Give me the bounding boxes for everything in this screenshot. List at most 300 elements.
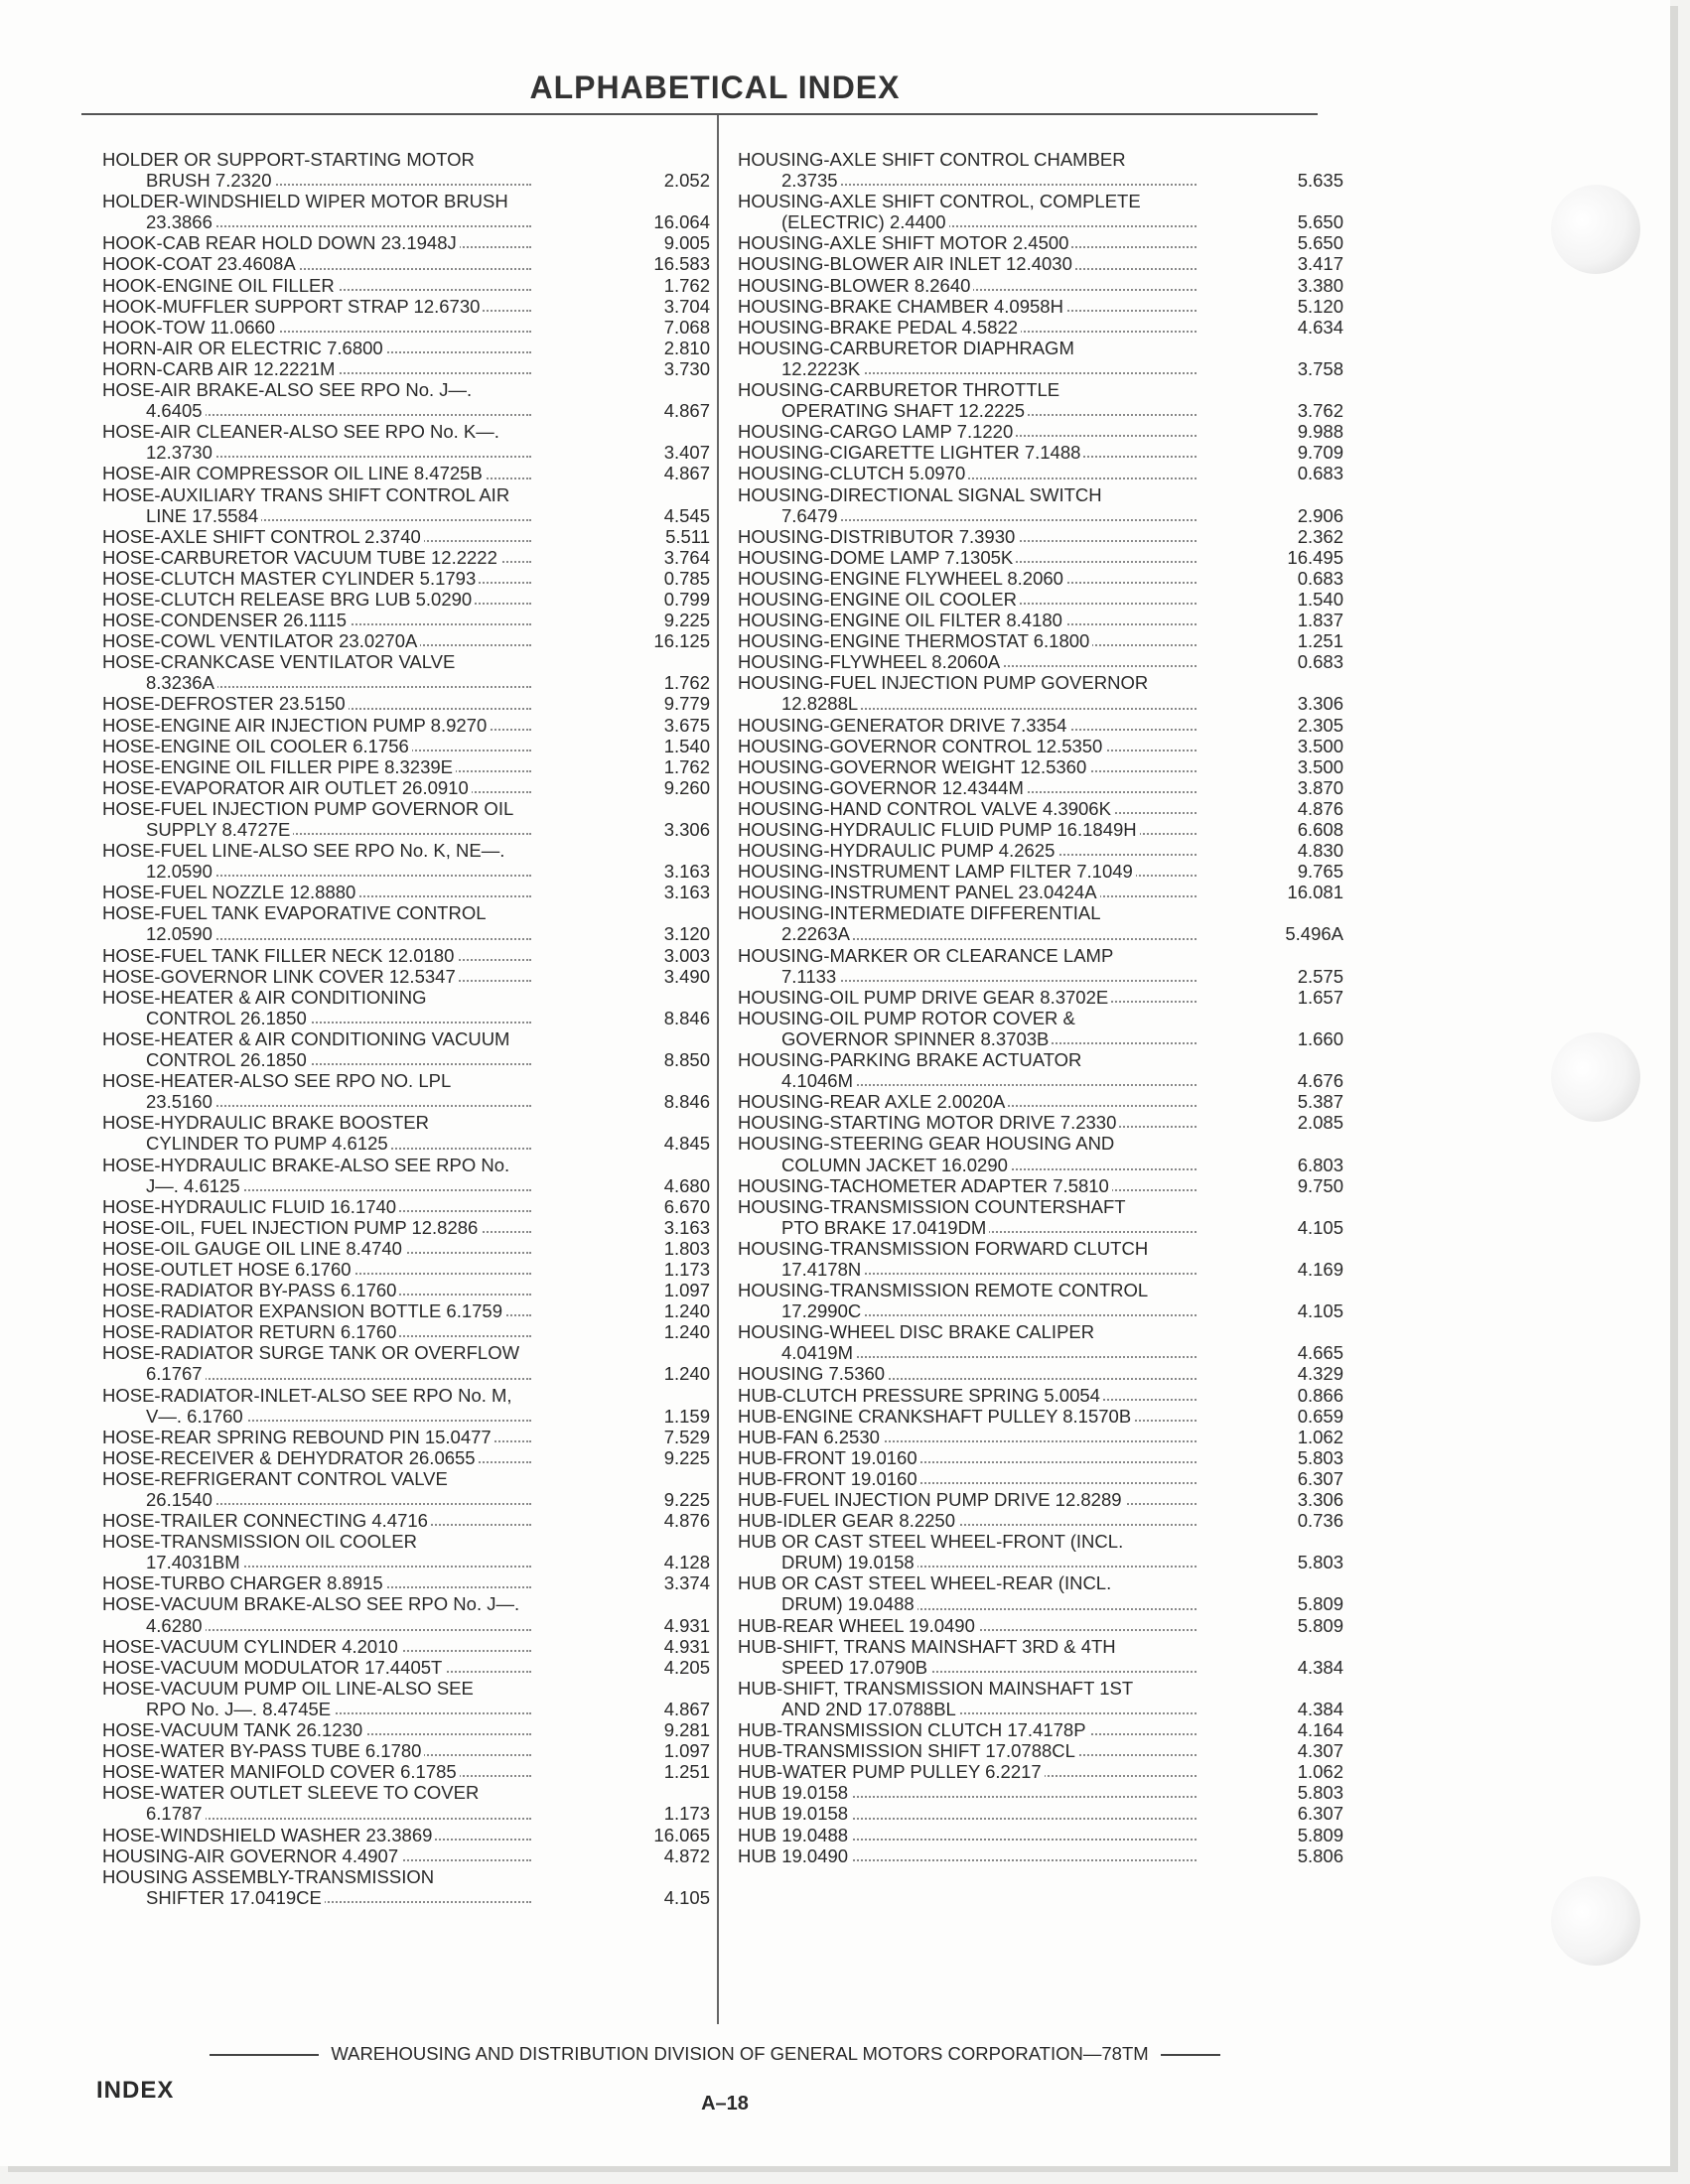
index-entry-line: HOUSING-INTERMEDIATE DIFFERENTIAL: [738, 902, 1101, 924]
index-entry-text: [102, 1196, 710, 1217]
index-entry: [102, 882, 710, 902]
index-entry: [102, 253, 710, 274]
index-entry: [738, 1321, 1343, 1363]
index-entry-page: 9.005: [663, 232, 710, 254]
index-entry-page: 2.305: [1297, 714, 1343, 736]
index-entry-text: [102, 1572, 710, 1593]
index-entry-page: 2.362: [1297, 525, 1343, 547]
index-entry: [102, 1300, 710, 1321]
index-entry-text: [738, 149, 1343, 170]
index-entry-text: [102, 379, 710, 400]
index-entry: [738, 1175, 1343, 1196]
index-entry-text: [738, 400, 1343, 421]
index-entry-text: [738, 1363, 1343, 1384]
index-entry-page: 4.105: [1297, 1216, 1343, 1238]
index-entry-line: AND 2ND 17.0788BL: [781, 1699, 959, 1719]
index-entry-line: DRUM) 19.0488: [781, 1593, 917, 1614]
index-entry-text: [102, 191, 710, 211]
index-entry-line: HOUSING-ENGINE FLYWHEEL 8.2060: [738, 568, 1066, 589]
index-entry-text: [738, 1615, 1343, 1636]
index-entry-page: 0.736: [1297, 1510, 1343, 1532]
index-entry-line: HOUSING-AXLE SHIFT CONTROL CHAMBER: [738, 149, 1126, 170]
index-entry-text: [738, 484, 1343, 505]
index-entry-text: [102, 1008, 710, 1028]
index-entry: [102, 296, 710, 317]
title-rule: [81, 113, 1318, 115]
index-entry-page: 1.173: [663, 1803, 710, 1825]
index-entry-page: 5.803: [1297, 1446, 1343, 1468]
index-entry-page: 6.670: [663, 1195, 710, 1217]
index-entry: [102, 1112, 710, 1154]
index-entry: [102, 421, 710, 463]
index-entry-line: HUB-SHIFT, TRANS MAINSHAFT 3RD & 4TH: [738, 1635, 1116, 1657]
index-entry-line: 23.5160: [146, 1091, 215, 1112]
index-entry-page: 3.003: [663, 944, 710, 966]
index-entry-text: [102, 296, 710, 317]
index-entry: [738, 232, 1343, 253]
index-entry-text: [102, 442, 710, 463]
index-entry-page: 4.867: [663, 400, 710, 422]
index-entry: [738, 1427, 1343, 1447]
index-entry-line: HOUSING ASSEMBLY-TRANSMISSION: [102, 1865, 435, 1887]
index-entry-page: 4.876: [1297, 797, 1343, 819]
index-entry-text: [738, 379, 1343, 400]
index-entry-text: [102, 1155, 710, 1175]
index-entry-text: [102, 589, 710, 610]
index-entry-line: HOUSING-BRAKE CHAMBER 4.0958H: [738, 296, 1066, 317]
index-entry: [102, 777, 710, 798]
index-entry-text: [102, 756, 710, 777]
index-entry-line: HOUSING-HAND CONTROL VALVE 4.3906K: [738, 798, 1114, 819]
index-entry-line: HUB-TRANSMISSION CLUTCH 17.4178P: [738, 1719, 1089, 1740]
index-entry-text: [738, 1280, 1343, 1300]
index-entry-page: 6.608: [1297, 819, 1343, 840]
index-entry-page: 4.676: [1297, 1070, 1343, 1092]
index-entry-line: HOSE-OIL GAUGE OIL LINE 8.4740: [102, 1238, 405, 1259]
index-entry-line: HOUSING-WHEEL DISC BRAKE CALIPER: [738, 1321, 1095, 1343]
index-entry-text: [738, 1321, 1343, 1342]
index-entry-page: 3.730: [663, 357, 710, 379]
index-entry-line: LINE 17.5584: [146, 505, 261, 526]
index-entry: [102, 1217, 710, 1238]
page-title: ALPHABETICAL INDEX: [529, 69, 901, 105]
index-entry-text: [738, 715, 1343, 736]
index-entry-text: [102, 1363, 710, 1384]
index-entry: [102, 1321, 710, 1342]
index-entry-line: HOUSING-ENGINE OIL COOLER: [738, 589, 1020, 610]
index-entry-page: 4.830: [1297, 840, 1343, 862]
index-entry: [738, 338, 1343, 379]
index-entry-line: BRUSH 7.2320: [146, 170, 274, 191]
index-entry: [738, 1761, 1343, 1782]
index-entry-text: [102, 568, 710, 589]
index-entry-text: [102, 693, 710, 714]
index-entry-line: HOSE-GOVERNOR LINK COVER 12.5347: [102, 966, 459, 987]
index-entry-line: HUB-SHIFT, TRANSMISSION MAINSHAFT 1ST: [738, 1677, 1134, 1699]
index-entry-text: [102, 1175, 710, 1196]
index-entry-text: [102, 1699, 710, 1719]
index-entry-page: 5.809: [1297, 1593, 1343, 1615]
index-entry-line: HOSE-VACUUM MODULATOR 17.4405T: [102, 1657, 445, 1678]
index-entry-text: [738, 317, 1343, 338]
index-entry-page: 1.097: [663, 1740, 710, 1762]
index-entry: [738, 191, 1343, 232]
index-entry-text: [102, 421, 710, 442]
index-entry-page: 1.240: [663, 1300, 710, 1322]
index-entry-page: 7.529: [663, 1426, 710, 1447]
index-entry-text: [738, 1510, 1343, 1531]
index-entry-line: HOUSING-TACHOMETER ADAPTER 7.5810: [738, 1175, 1112, 1196]
index-entry-text: [102, 736, 710, 756]
index-entry-line: HUB-ENGINE CRANKSHAFT PULLEY 8.1570B: [738, 1406, 1134, 1427]
index-entry: [738, 819, 1343, 840]
index-entry-text: [102, 610, 710, 630]
index-entry-line: HOSE-REAR SPRING REBOUND PIN 15.0477: [102, 1427, 494, 1447]
index-entry: [102, 756, 710, 777]
index-entry-line: HOSE-VACUUM PUMP OIL LINE-ALSO SEE: [102, 1677, 474, 1699]
index-entry-page: 3.490: [663, 965, 710, 987]
index-entry-text: [102, 715, 710, 736]
index-entry-page: 5.650: [1297, 232, 1343, 254]
index-entry-text: [102, 1845, 710, 1866]
index-entry-line: J—. 4.6125: [146, 1175, 243, 1196]
index-entry: [102, 1678, 710, 1719]
index-entry-page: 3.306: [1297, 693, 1343, 715]
index-entry: [738, 1385, 1343, 1406]
index-entry-page: 6.307: [1297, 1467, 1343, 1489]
index-entry-page: 0.683: [1297, 651, 1343, 673]
index-entry-text: [738, 756, 1343, 777]
index-entry-text: [102, 1510, 710, 1531]
index-entry-line: HOUSING-TRANSMISSION COUNTERSHAFT: [738, 1195, 1126, 1217]
index-entry-line: HOUSING-TRANSMISSION REMOTE CONTROL: [738, 1280, 1149, 1301]
index-entry: [102, 589, 710, 610]
index-entry-text: [102, 1321, 710, 1342]
index-entry-line: HOUSING-TRANSMISSION FORWARD CLUTCH: [738, 1237, 1149, 1259]
index-entry-page: 1.540: [663, 735, 710, 756]
index-entry-page: 4.680: [663, 1174, 710, 1196]
index-entry-line: HOUSING-DISTRIBUTOR 7.3930: [738, 526, 1018, 547]
index-entry-line: HOUSING-DIRECTIONAL SIGNAL SWITCH: [738, 483, 1102, 505]
index-entry-text: [738, 1133, 1343, 1154]
index-entry-text: [738, 1489, 1343, 1510]
index-entry-line: HOSE-RADIATOR SURGE TANK OR OVERFLOW: [102, 1342, 520, 1364]
index-entry-page: 16.495: [1287, 546, 1343, 568]
index-entry: [102, 526, 710, 547]
index-entry-line: HOSE-COWL VENTILATOR 23.0270A: [102, 630, 420, 651]
index-entry-line: HUB-IDLER GEAR 8.2250: [738, 1510, 958, 1531]
index-entry-line: HUB-FAN 6.2530: [738, 1427, 883, 1447]
index-entry-line: HOUSING-ENGINE THERMOSTAT 6.1800: [738, 630, 1092, 651]
index-entry-page: 8.846: [663, 1007, 710, 1028]
index-entry: [738, 1636, 1343, 1678]
index-entry-line: HOSE-RADIATOR EXPANSION BOTTLE 6.1759: [102, 1300, 505, 1321]
index-entry: [102, 149, 710, 191]
index-entry: [102, 1238, 710, 1259]
footer-rule-left: [210, 2054, 319, 2056]
index-entry-line: HOSE-FUEL TANK FILLER NECK 12.0180: [102, 945, 457, 966]
index-entry-text: [738, 1008, 1343, 1028]
index-entry-line: HOOK-COAT 23.4608A: [102, 253, 299, 274]
index-entry: [738, 421, 1343, 442]
index-entry-page: 1.240: [663, 1321, 710, 1343]
index-entry: [738, 1133, 1343, 1174]
index-entry-page: 3.374: [663, 1572, 710, 1594]
index-entry: [102, 1280, 710, 1300]
index-entry-text: [102, 819, 710, 840]
index-entry-text: [738, 1385, 1343, 1406]
index-entry-page: 4.872: [663, 1844, 710, 1866]
index-entry: [102, 1761, 710, 1782]
index-entry-page: 5.806: [1297, 1844, 1343, 1866]
index-entry-text: [738, 630, 1343, 651]
index-entry: [102, 1155, 710, 1196]
index-entry-line: CONTROL 26.1850: [146, 1008, 310, 1028]
index-entry-text: [738, 296, 1343, 317]
index-entry-text: [102, 987, 710, 1008]
index-entry-page: 4.307: [1297, 1740, 1343, 1762]
index-entry-text: [738, 1719, 1343, 1740]
index-entry: [102, 1825, 710, 1845]
index-entry-line: 6.1787: [146, 1803, 206, 1824]
index-entry: [102, 568, 710, 589]
index-entry-line: HOUSING-ENGINE OIL FILTER 8.4180: [738, 610, 1065, 630]
index-entry-page: 4.205: [663, 1656, 710, 1678]
index-entry-page: 1.657: [1297, 986, 1343, 1008]
index-entry-text: [738, 589, 1343, 610]
index-entry-page: 0.866: [1297, 1384, 1343, 1406]
index-entry: [738, 777, 1343, 798]
index-entry-page: 1.762: [663, 274, 710, 296]
index-entry-line: HOUSING-BLOWER 8.2640: [738, 275, 973, 296]
index-entry-text: [102, 1678, 710, 1699]
index-entry: [102, 840, 710, 882]
index-entry-page: 7.068: [663, 316, 710, 338]
index-entry: [738, 945, 1343, 987]
index-entry-line: HOSE-ENGINE OIL COOLER 6.1756: [102, 736, 412, 756]
index-entry-page: 1.660: [1297, 1027, 1343, 1049]
index-entry-text: [102, 1782, 710, 1803]
index-entry-text: [738, 693, 1343, 714]
index-entry-line: HOUSING-HYDRAULIC PUMP 4.2625: [738, 840, 1057, 861]
index-entry-text: [738, 945, 1343, 966]
index-entry: [738, 861, 1343, 882]
index-entry: [738, 798, 1343, 819]
punch-hole: [1551, 1032, 1640, 1122]
index-entry-text: [738, 1175, 1343, 1196]
index-entry-line: HORN-AIR OR ELECTRIC 7.6800: [102, 338, 386, 358]
index-entry: [738, 882, 1343, 902]
index-entry-text: [738, 1427, 1343, 1447]
index-entry-text: [738, 1300, 1343, 1321]
index-entry: [102, 1740, 710, 1761]
index-column-left: [102, 149, 710, 1908]
index-entry-line: HOSE-AUXILIARY TRANS SHIFT CONTROL AIR: [102, 483, 510, 505]
index-entry-line: HOSE-WATER BY-PASS TUBE 6.1780: [102, 1740, 424, 1761]
index-entry-page: 9.260: [663, 776, 710, 798]
index-entry-page: 3.417: [1297, 253, 1343, 275]
index-entry-line: 4.1046M: [781, 1070, 856, 1091]
index-entry-line: DRUM) 19.0158: [781, 1552, 917, 1572]
index-entry: [738, 1196, 1343, 1238]
index-entry-line: HOSE-HYDRAULIC BRAKE-ALSO SEE RPO No.: [102, 1154, 510, 1175]
index-entry-line: HOUSING-AXLE SHIFT CONTROL, COMPLETE: [738, 191, 1141, 212]
index-entry: [738, 756, 1343, 777]
index-entry-line: PTO BRAKE 17.0419DM: [781, 1217, 989, 1238]
index-entry-text: [102, 232, 710, 253]
index-entry-page: 1.251: [1297, 630, 1343, 652]
index-entry-line: HOSE-VACUUM BRAKE-ALSO SEE RPO No. J—.: [102, 1593, 520, 1615]
index-entry-line: HOSE-RADIATOR-INLET-ALSO SEE RPO No. M,: [102, 1384, 512, 1406]
index-entry-page: 3.675: [663, 714, 710, 736]
index-entry-line: HOUSING-REAR AXLE 2.0020A: [738, 1091, 1008, 1112]
index-entry-line: HUB-TRANSMISSION SHIFT 17.0788CL: [738, 1740, 1078, 1761]
index-entry-line: HOUSING-CARGO LAMP 7.1220: [738, 421, 1016, 442]
index-entry-text: [102, 1719, 710, 1740]
index-entry-line: HUB-FRONT 19.0160: [738, 1447, 920, 1468]
index-entry-line: HOUSING-INSTRUMENT LAMP FILTER 7.1049: [738, 861, 1136, 882]
index-entry: [738, 1280, 1343, 1321]
index-entry-text: [102, 149, 710, 170]
index-entry-page: 8.846: [663, 1091, 710, 1113]
index-entry: [738, 149, 1343, 191]
index-entry-line: SHIFTER 17.0419CE: [146, 1887, 325, 1908]
index-entry-page: 6.307: [1297, 1803, 1343, 1825]
index-entry-line: HOSE-HYDRAULIC FLUID 16.1740: [102, 1196, 399, 1217]
index-entry-text: [738, 1447, 1343, 1468]
index-entry-line: HOOK-CAB REAR HOLD DOWN 23.1948J: [102, 232, 460, 253]
index-entry-line: 23.3866: [146, 211, 215, 232]
index-entry-line: HOUSING-BRAKE PEDAL 4.5822: [738, 317, 1021, 338]
index-entry-line: HOSE-OIL, FUEL INJECTION PUMP 12.8286: [102, 1217, 481, 1238]
index-entry-text: [738, 1406, 1343, 1427]
index-entry: [102, 1028, 710, 1070]
index-entry: [102, 610, 710, 630]
index-entry-line: HOSE-TURBO CHARGER 8.8915: [102, 1572, 386, 1593]
index-entry-page: 1.097: [663, 1280, 710, 1301]
index-entry: [102, 232, 710, 253]
index-entry-line: 8.3236A: [146, 672, 217, 693]
index-entry-page: 4.329: [1297, 1363, 1343, 1385]
index-entry-page: 3.380: [1297, 274, 1343, 296]
index-entry-page: 3.870: [1297, 776, 1343, 798]
index-entry: [102, 1636, 710, 1657]
index-entry-line: 2.2263A: [781, 923, 853, 944]
index-entry-text: [102, 861, 710, 882]
index-entry-text: [102, 630, 710, 651]
index-entry-line: HOUSING-STARTING MOTOR DRIVE 7.2330: [738, 1112, 1119, 1133]
index-entry: [102, 1447, 710, 1468]
index-entry-page: 1.762: [663, 672, 710, 694]
index-entry: [738, 1782, 1343, 1803]
index-entry: [738, 484, 1343, 526]
index-entry: [738, 736, 1343, 756]
index-entry-page: 0.683: [1297, 567, 1343, 589]
index-entry-line: HOLDER-WINDSHIELD WIPER MOTOR BRUSH: [102, 191, 508, 212]
index-entry: [102, 1531, 710, 1572]
index-entry-text: [738, 1342, 1343, 1363]
index-entry-text: [738, 1468, 1343, 1489]
footer-publisher: WAREHOUSING AND DISTRIBUTION DIVISION OF GENERAL MOTORS CORPORATION—78TM: [331, 2043, 1149, 2064]
index-entry-page: 3.120: [663, 923, 710, 945]
index-entry-line: HOUSING-INSTRUMENT PANEL 23.0424A: [738, 882, 1100, 902]
index-entry-page: 5.387: [1297, 1091, 1343, 1113]
index-entry-page: 4.931: [663, 1614, 710, 1636]
index-entry-text: [738, 861, 1343, 882]
index-entry-text: [102, 923, 710, 944]
index-entry-text: [738, 1238, 1343, 1259]
index-entry-text: [738, 191, 1343, 211]
index-entry-text: [102, 526, 710, 547]
index-entry-page: 4.105: [1297, 1300, 1343, 1322]
index-entry-line: HOUSING-BLOWER AIR INLET 12.4030: [738, 253, 1075, 274]
index-entry: [738, 1510, 1343, 1531]
index-entry-text: [738, 610, 1343, 630]
index-entry-page: 16.125: [653, 630, 710, 652]
index-entry-line: 2.3735: [781, 170, 841, 191]
index-entry-text: [738, 1531, 1343, 1552]
index-entry-line: HOUSING-FLYWHEEL 8.2060A: [738, 651, 1003, 672]
index-entry-line: HOUSING-MARKER OR CLEARANCE LAMP: [738, 944, 1114, 966]
index-entry: [738, 1803, 1343, 1824]
index-entry-line: HOSE-CLUTCH MASTER CYLINDER 5.1793: [102, 568, 479, 589]
index-entry-line: 12.8288L: [781, 693, 861, 714]
index-entry: [738, 296, 1343, 317]
index-entry-line: HOSE-HEATER & AIR CONDITIONING VACUUM: [102, 1027, 510, 1049]
index-entry-text: [102, 505, 710, 526]
index-entry-line: CONTROL 26.1850: [146, 1049, 310, 1070]
index-entry: [738, 547, 1343, 568]
index-entry-line: HOUSING-AXLE SHIFT MOTOR 2.4500: [738, 232, 1071, 253]
index-entry-line: HOUSING-GOVERNOR CONTROL 12.5350: [738, 736, 1105, 756]
index-entry-line: HOSE-EVAPORATOR AIR OUTLET 26.0910: [102, 777, 472, 798]
index-entry-text: [102, 1217, 710, 1238]
index-entry-page: 3.163: [663, 1216, 710, 1238]
index-entry: [738, 1049, 1343, 1091]
index-entry-text: [738, 1049, 1343, 1070]
index-entry-page: 9.281: [663, 1719, 710, 1741]
index-entry-line: HUB-REAR WHEEL 19.0490: [738, 1615, 978, 1636]
index-entry-text: [102, 1761, 710, 1782]
index-entry-text: [738, 211, 1343, 232]
index-entry-text: [102, 840, 710, 861]
index-entry-text: [738, 1593, 1343, 1614]
index-entry-line: HOSE-ENGINE OIL FILLER PIPE 8.3239E: [102, 756, 456, 777]
index-entry-line: HOUSING-CIGARETTE LIGHTER 7.1488: [738, 442, 1083, 463]
index-entry: [738, 1238, 1343, 1280]
index-entry-text: [102, 1468, 710, 1489]
index-entry-page: 2.575: [1297, 965, 1343, 987]
index-entry-text: [738, 736, 1343, 756]
index-entry-page: 3.764: [663, 546, 710, 568]
index-entry-page: 1.062: [1297, 1426, 1343, 1447]
index-entry-text: [738, 1740, 1343, 1761]
index-entry-page: 9.779: [663, 693, 710, 715]
index-entry-text: [738, 923, 1343, 944]
punch-hole: [1551, 185, 1640, 274]
index-entry: [102, 945, 710, 966]
index-entry-page: 9.225: [663, 1489, 710, 1510]
index-entry-line: HUB 19.0158: [738, 1782, 851, 1803]
index-entry-page: 5.803: [1297, 1552, 1343, 1573]
index-entry-text: [102, 1259, 710, 1280]
index-entry-line: OPERATING SHAFT 12.2225: [781, 400, 1028, 421]
index-entry-page: 3.163: [663, 882, 710, 903]
index-entry-page: 5.496A: [1285, 923, 1343, 945]
index-entry-line: HOSE-AIR COMPRESSOR OIL LINE 8.4725B: [102, 463, 486, 483]
index-entry-text: [738, 442, 1343, 463]
index-entry-line: 7.1133: [781, 966, 839, 987]
